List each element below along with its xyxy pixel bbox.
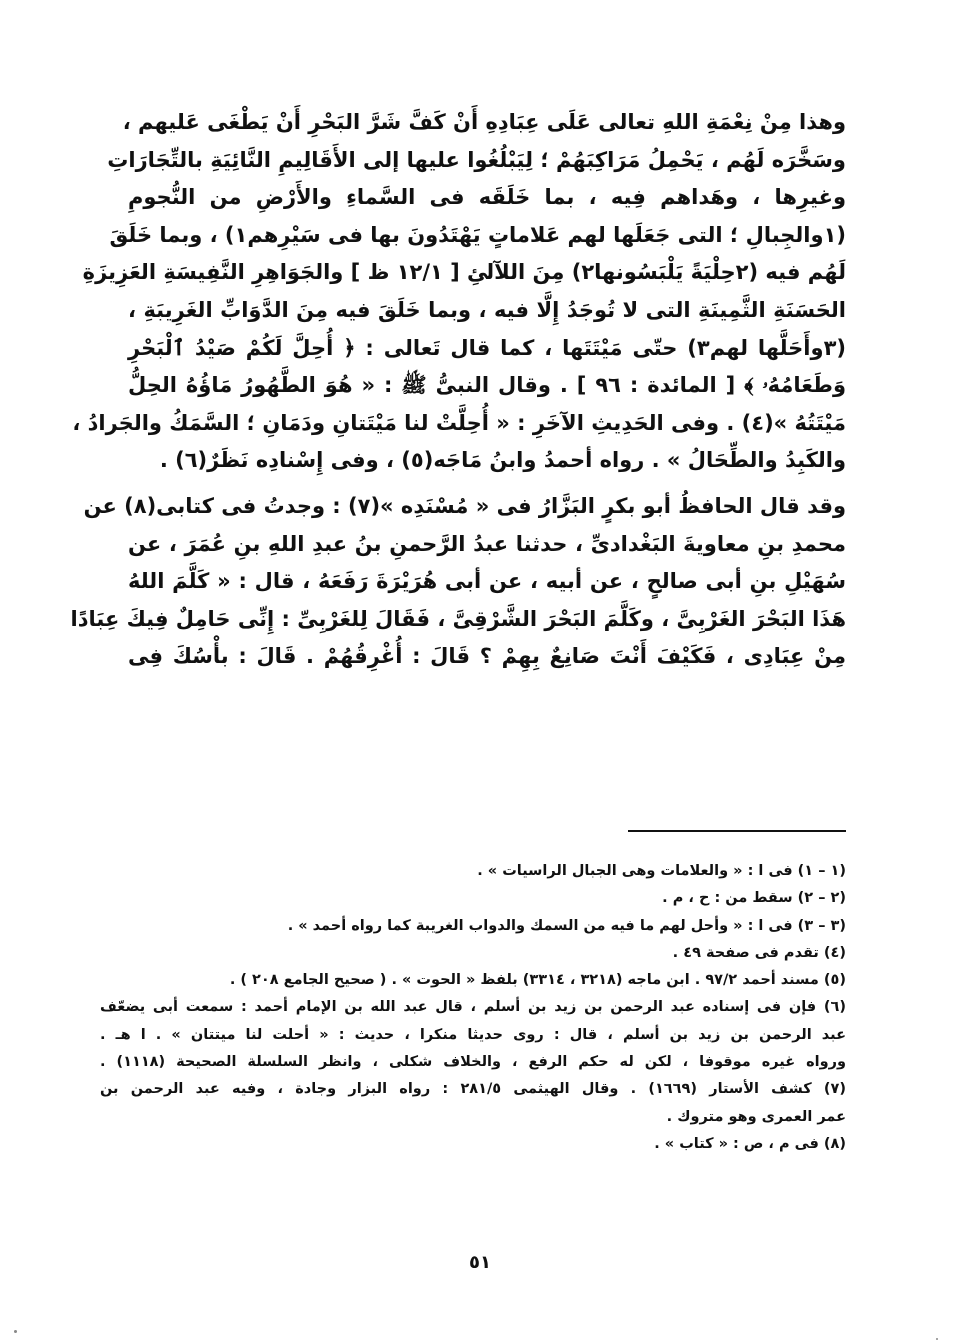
- text-line: وَطَعَامُهُۥ ﴾ [ المائدة : ٩٦ ] . وقال النبىُّ ﷺ : « هُوَ الطَّهُورُ مَاؤُهُ الحِلُّ: [128, 373, 846, 398]
- text-line: وسَخَّرَه لَهُم ، يَحْمِلُ مَرَاكِبَهُمْ ؛ لِيَبْلُغُوا عليها إلى الأَقَالِيمِ النَّائِيَةِ بالتِّجَارَاتِ: [107, 147, 846, 172]
- footnote: عبد الرحمن بن زيد بن أسلم ، قال : روى حديثا منكرا ، حديث : « أحلت لنا ميتتان » . ا هـ .: [100, 1026, 846, 1043]
- text-line: وغيرِها ، وهَداهم فِيه ، بما خَلَقَه فى السَّماءِ والأَرْضِ من النُّجومِ: [128, 185, 846, 210]
- text-line: مِنْ عِبَادِى ، فَكَيْفَ أَنْتَ صَانِعٌ بِهِمْ ؟ قَالَ : أُغْرِقُهُمْ . قَالَ : بأْسُكَ فِى: [128, 644, 846, 669]
- footnotes: [100, 858, 846, 1158]
- page-number: ٥١: [469, 1252, 491, 1273]
- footnote: (٥) مسند أحمد ٩٧/٢ . ابن ماجه (٣٢١٨ ، ٣٣١٤) بلفظ « الحوت » . ( صحيح الجامع ٢٠٨ ) .: [229, 972, 846, 989]
- text-line: محمدِ بنِ معاويةَ البَغْدادىِّ ، حدثنا عبدُ الرَّحمنِ بنُ عبدِ اللهِ بنِ عُمَرَ ، عن: [128, 531, 846, 556]
- footnote: (٣ – ٣) فى ا : « وأحل لهم ما فيه من السمك والدواب الغريبة كما رواه أحمد » .: [287, 917, 846, 934]
- footnote: ورواه غيره موقوفا ، لكن له حكم الرفع ، والخلاف شكلى ، وانظر السلسلة الصحيحة (١١١٨) .: [100, 1054, 846, 1071]
- footnote: (٨) فى م ، ص : « كتاب » .: [654, 1135, 846, 1152]
- text-line: الحَسَنَةِ الثَّمِينَةِ التى لا تُوجَدُ إِلَّا فيه ، وبما خَلَقَ فيه مِنَ الدَّوَابِّ الغَرِيبَةِ ،: [128, 297, 846, 322]
- text-line: هَذَا البَحْرَ الغَرْبِىَّ ، وكَلَّمَ البَحْرَ الشَّرْقِىَّ ، فَقَالَ لِلغَرْبِىِّ : إِنِّى حَامِلٌ فِيكَ عِبَادًا: [70, 606, 846, 631]
- scan-speck: [936, 1338, 938, 1340]
- footnote: عمر العمرى وهو متروك .: [666, 1108, 846, 1125]
- main-text: [70, 104, 846, 676]
- text-line: مَيْتَتُهُ »(٤) . وفى الحَدِيثِ الآخَرِ : « أُحِلَّتْ لنا مَيْتَتانِ ودَمَانِ ؛ السَّمَكُ والجَرادُ ،: [72, 410, 846, 435]
- footnote: (٢ – ٢) سقط من : ح ، م .: [662, 890, 846, 907]
- footnote: (٦) فإن فى إسناده عبد الرحمن بن زيد بن أسلم ، قال عبد الله بن الإمام أحمد : سمعت أبى يضعّف: [100, 999, 846, 1016]
- text-line: (٣وأَحَلَّها لهم٣) حتّى مَيْتَتَها ، كما قال تَعالى : ﴿ أُحِلَّ لَكُمْ صَيْدُ ٱلْبَحْرِ: [128, 335, 846, 360]
- text-line: وهذا مِنْ نِعْمَةِ اللهِ تعالى عَلَى عِبَادِهِ أَنْ كَفَّ شَرَّ البَحْرِ أَنْ يَطْغَى عَليهم ،: [122, 110, 846, 134]
- text-line: والكَبِدُ والطِّحَالُ » . رواه أحمدُ وابنُ مَاجَه(٥) ، وفى إِسْنادِه نَظَرٌ(٦) .: [159, 448, 846, 473]
- footnote: (٤) تقدم فى صفحة ٤٩ .: [672, 944, 846, 961]
- scan-speck: [14, 1330, 17, 1333]
- text-line: لَهُم فيه (٢حِلْيَةً يَلْبَسُونها٢) مِنَ اللآلئِ [ ١٢/١ ظ ] والجَوَاهِرِ النَّفِيسَةِ العَزِيزَةِ: [82, 260, 846, 285]
- text-line: (١والجِبالِ ؛ التى جَعَلَها لهم عَلاماتٍ يَهْتَدُونَ بها فى سَيْرِهم١) ، وبما خَلَقَ: [109, 222, 846, 247]
- footnote: (١ – ١) فى ا : « والعلامات وهى الجبال الراسيات » .: [477, 863, 846, 879]
- footnote: (٧) كشف الأستار (١٦٦٩) . وقال الهيثمى ٢٨١/٥ : رواه البزار وجادة ، وفيه عبد الرحمن بن: [100, 1081, 847, 1098]
- text-line: وقد قال الحافظُ أبو بكرٍ البَزَّارُ فى « مُسْنَدِه »(٧) : وجدتُ فى كتابى(٨) عن: [83, 493, 846, 518]
- footnote-divider: [628, 830, 846, 832]
- text-line: سُهَيْلِ بنِ أبى صالحٍ ، عن أبيه ، عن أبى هُرَيْرَةَ رَفَعَهُ ، قال : « كَلَّمَ اللهُ: [128, 569, 846, 594]
